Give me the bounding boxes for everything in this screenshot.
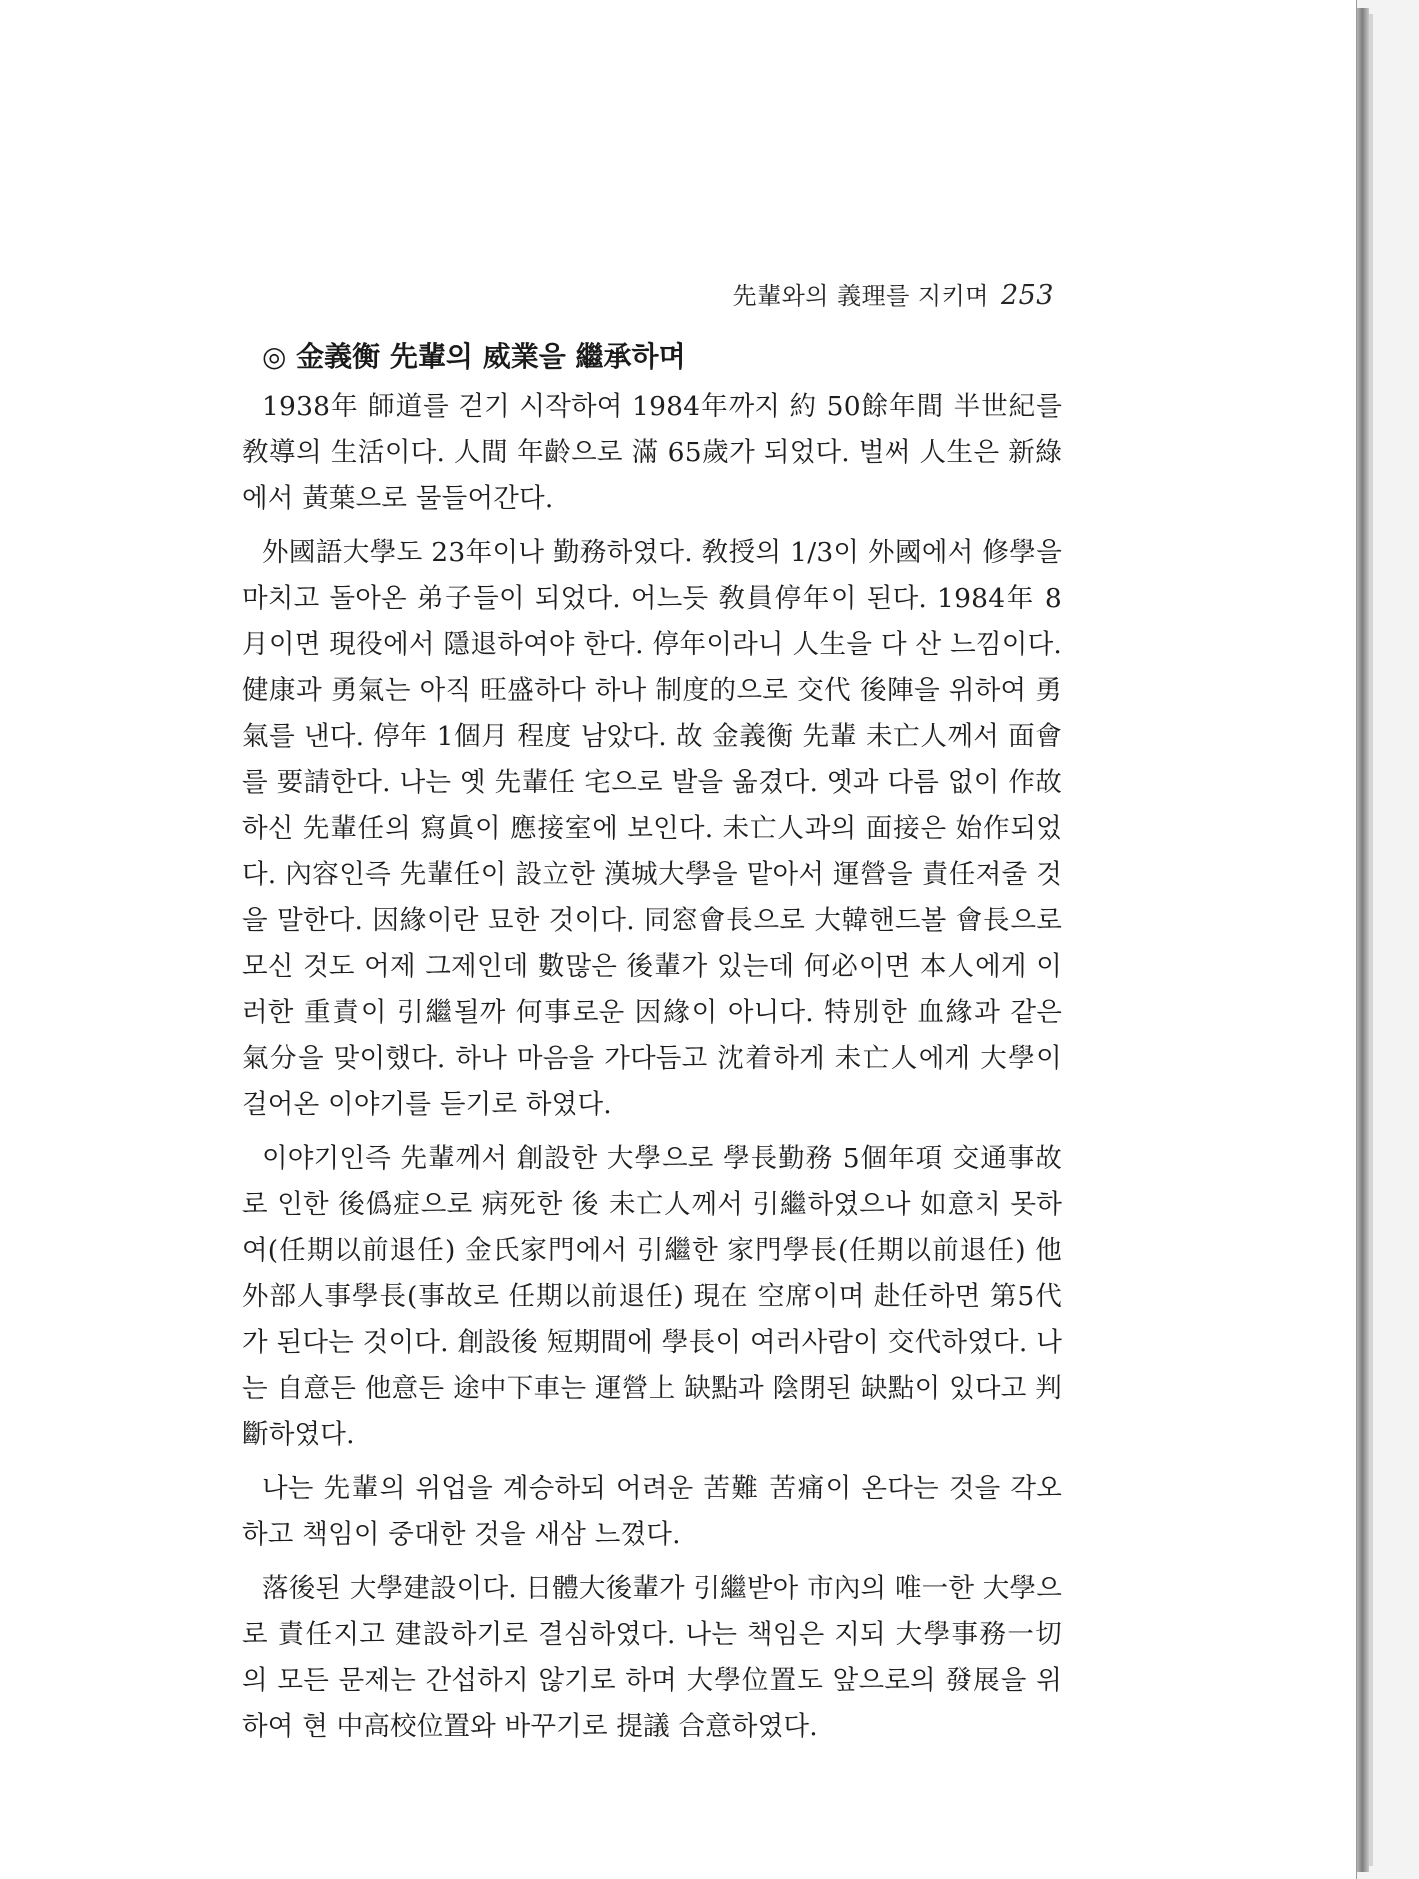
paragraph: 落後된 大學建設이다. 日體大後輩가 引繼받아 市內의 唯一한 大學으로 責任지고 建設하기로 결심하였다. 나는 책임은 지되 大學事務一切의 모든 문제는 간섭하지 않기로 하며 大學位置도 앞으로의 發展을 위하여 현 中高校位置와 바꾸기로 提議 合意하였다. [242,1573,1062,1742]
paragraph: 나는 先輩의 위업을 계승하되 어려운 苦難 苦痛이 온다는 것을 각오하고 책임이 중대한 것을 새삼 느꼈다. [242,1473,1062,1550]
paragraph: 이야기인즉 先輩께서 創設한 大學으로 學長勤務 5個年項 交通事故로 인한 後僞症으로 病死한 後 未亡人께서 引繼하였으나 如意치 못하여(任期以前退任) 金氏家門에서 引繼한 家門學長(任期以前退任) 他外部人事學長(事故로 任期以前退任) 現在 空席이며 赴任하면 第5代가 된다는 것이다. 創設後 短期間에 學長이 여러사람이 交代하였다. 나는 自意든 他意든 途中下車는 運營上 缺點과 陰閉된 缺點이 있다고 判斷하였다. [242,1143,1062,1450]
section-heading: ◎ 金義衡 先輩의 威業을 繼承하며 [262,340,686,373]
paragraph: 外國語大學도 23年이나 勤務하였다. 敎授의 1/3이 外國에서 修學을 마치고 돌아온 弟子들이 되었다. 어느듯 敎員停年이 된다. 1984年 8月이면 現役에서 隱退하여야 한다. 停年이라니 人生을 다 산 느낌이다. 健康과 勇氣는 아직 旺盛하다 하나 制度的으로 交代 後陣을 위하여 勇氣를 낸다. 停年 1個月 程度 남았다. 故 金義衡 先輩 未亡人께서 面會를 要請한다. 나는 옛 先輩任 宅으로 발을 옮겼다. 옛과 다름 없이 作故하신 先輩任의 寫眞이 應接室에 보인다. 未亡人과의 面接은 始作되었다. 內容인즉 先輩任이 設立한 漢城大學을 맡아서 運營을 責任져줄 것을 말한다. 因緣이란 묘한 것이다. 同窓會長으로 大韓핸드볼 會長으로 모신 것도 어제 그제인데 數많은 後輩가 있는데 何必이면 本人에게 이러한 重責이 引繼될까 何事로운 因緣이 아니다. 特別한 血緣과 같은 氣分을 맞이했다. 하나 마음을 가다듬고 沈着하게 未亡人에게 大學이 걸어온 이야기를 듣기로 하였다. [242,537,1062,1120]
page-number: 253 [1000,280,1054,311]
page-edge-shadow [1357,8,1369,1872]
page-edge-highlight [1369,14,1373,1866]
running-header [733,276,1054,311]
page-body [242,336,1062,1758]
running-title: 先輩와의 義理를 지키며 [732,282,989,310]
paragraph: 1938年 師道를 걷기 시작하여 1984年까지 約 50餘年間 半世紀를 敎導의 生活이다. 人間 年齡으로 滿 65歲가 되었다. 벌써 人生은 新綠에서 黃葉으로 물들어간다. [242,391,1062,514]
